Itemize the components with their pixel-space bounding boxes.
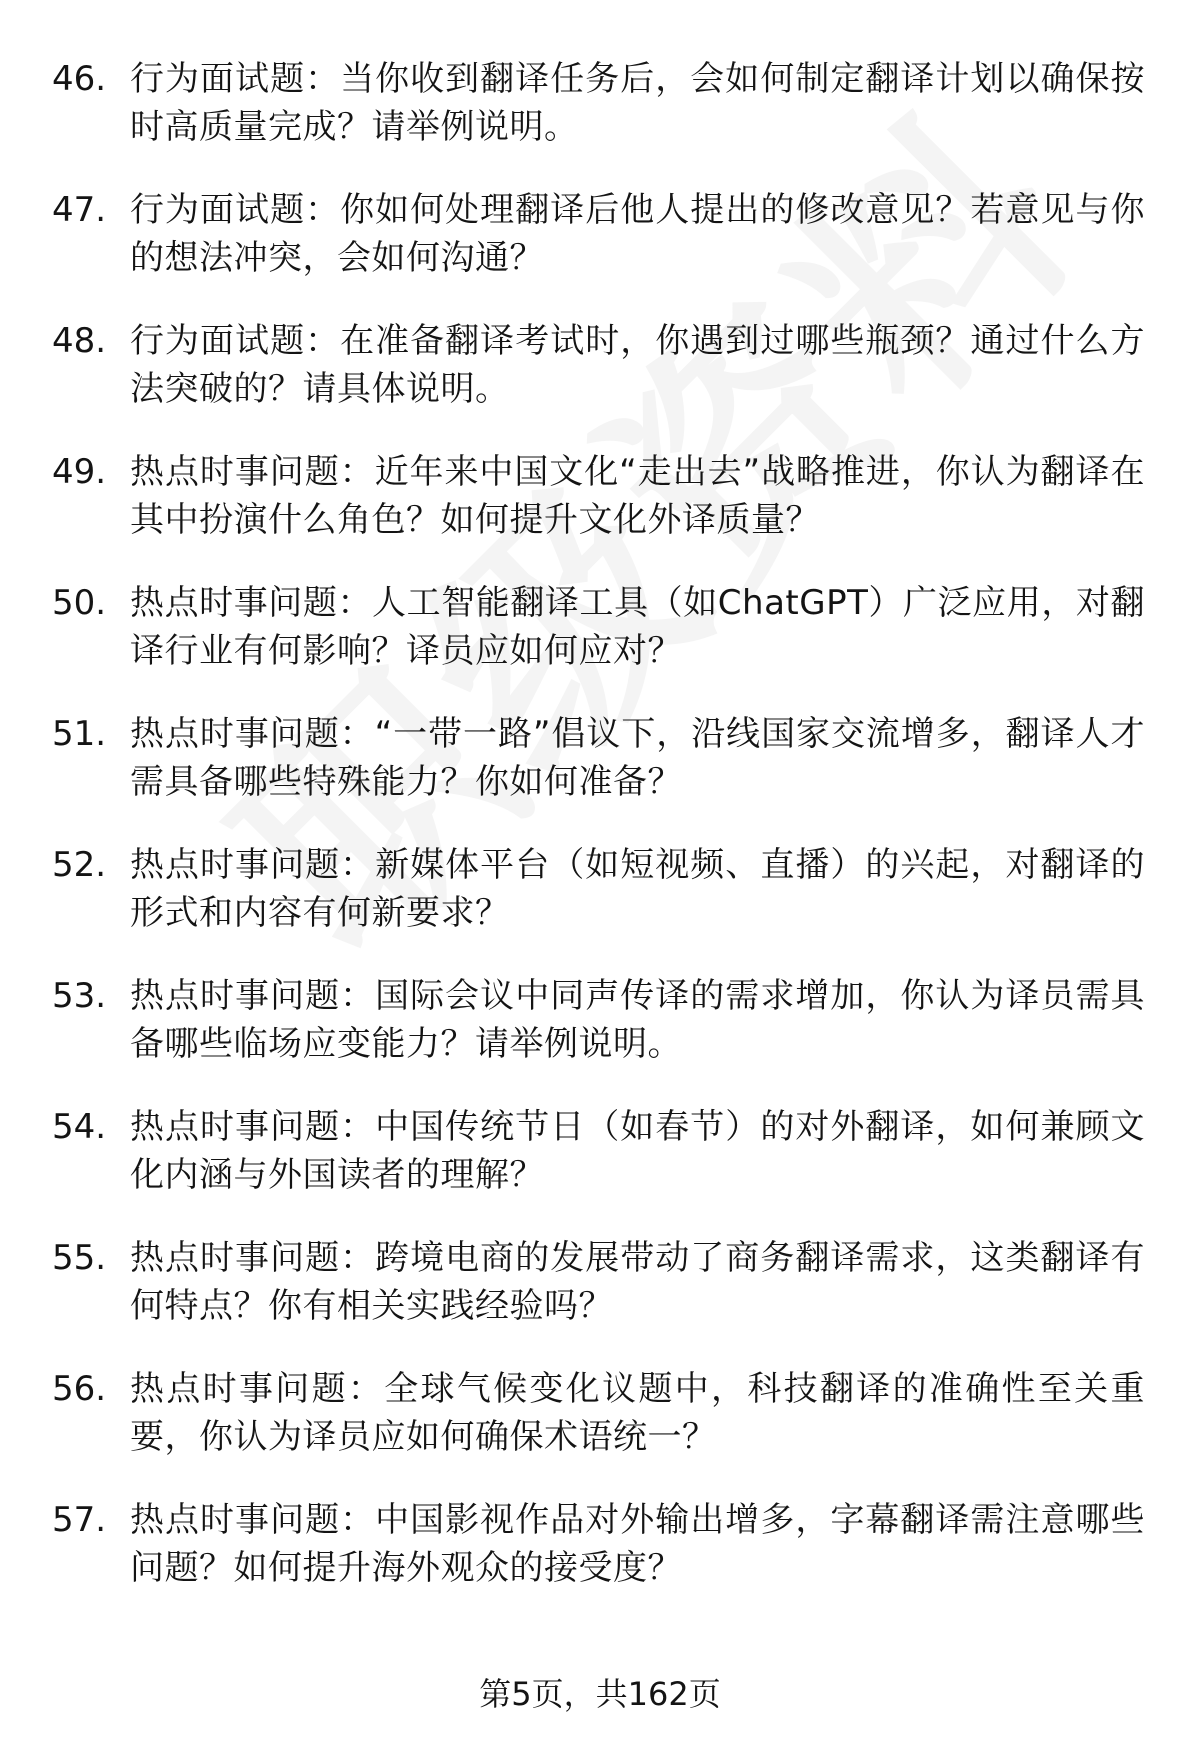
question-number: 48. [52, 321, 107, 361]
question-text: 行为面试题：当你收到翻译任务后，会如何制定翻译计划以确保按时高质量完成？请举例说明。 [130, 59, 1145, 147]
question-number: 46. [52, 59, 107, 99]
question-item [0, 1365, 1200, 1496]
question-text: 热点时事问题：中国影视作品对外输出增多，字幕翻译需注意哪些问题？如何提升海外观众的接受度？ [130, 1500, 1145, 1588]
question-number: 54. [52, 1107, 107, 1147]
question-item [0, 1496, 1200, 1627]
question-text: 行为面试题：在准备翻译考试时，你遇到过哪些瓶颈？通过什么方法突破的？请具体说明。 [130, 321, 1145, 409]
question-text: 热点时事问题：中国传统节日（如春节）的对外翻译，如何兼顾文化内涵与外国读者的理解？ [130, 1107, 1145, 1195]
question-number: 55. [52, 1238, 107, 1278]
question-item [0, 186, 1200, 317]
question-item [0, 1234, 1200, 1365]
question-number: 52. [52, 845, 107, 885]
question-number: 50. [52, 583, 107, 623]
question-text: 热点时事问题：人工智能翻译工具（如ChatGPT）广泛应用，对翻译行业有何影响？译员应如何应对？ [130, 583, 1145, 671]
question-text: 热点时事问题：跨境电商的发展带动了商务翻译需求，这类翻译有何特点？你有相关实践经验吗？ [130, 1238, 1145, 1326]
question-item [0, 448, 1200, 579]
question-number: 47. [52, 190, 107, 230]
question-item [0, 710, 1200, 841]
question-list [0, 55, 1200, 1627]
question-item [0, 579, 1200, 710]
question-text: 热点时事问题：全球气候变化议题中，科技翻译的准确性至关重要，你认为译员应如何确保术语统一？ [130, 1369, 1145, 1457]
question-item [0, 317, 1200, 448]
question-item [0, 55, 1200, 186]
question-item [0, 972, 1200, 1103]
question-number: 51. [52, 714, 107, 754]
question-text: 热点时事问题：“一带一路”倡议下，沿线国家交流增多，翻译人才需具备哪些特殊能力？你如何准备？ [130, 714, 1145, 802]
question-item [0, 841, 1200, 972]
question-text: 热点时事问题：新媒体平台（如短视频、直播）的兴起，对翻译的形式和内容有何新要求？ [130, 845, 1145, 933]
page-number-footer: 第5页，共162页 [479, 1675, 721, 1713]
question-text: 热点时事问题：近年来中国文化“走出去”战略推进，你认为翻译在其中扮演什么角色？如何提升文化外译质量？ [130, 452, 1145, 540]
question-number: 53. [52, 976, 107, 1016]
question-number: 56. [52, 1369, 107, 1409]
question-number: 57. [52, 1500, 107, 1540]
question-number: 49. [52, 452, 107, 492]
question-item [0, 1103, 1200, 1234]
question-text: 行为面试题：你如何处理翻译后他人提出的修改意见？若意见与你的想法冲突，会如何沟通？ [130, 190, 1145, 278]
question-text: 热点时事问题：国际会议中同声传译的需求增加，你认为译员需具备哪些临场应变能力？请举例说明。 [130, 976, 1145, 1064]
